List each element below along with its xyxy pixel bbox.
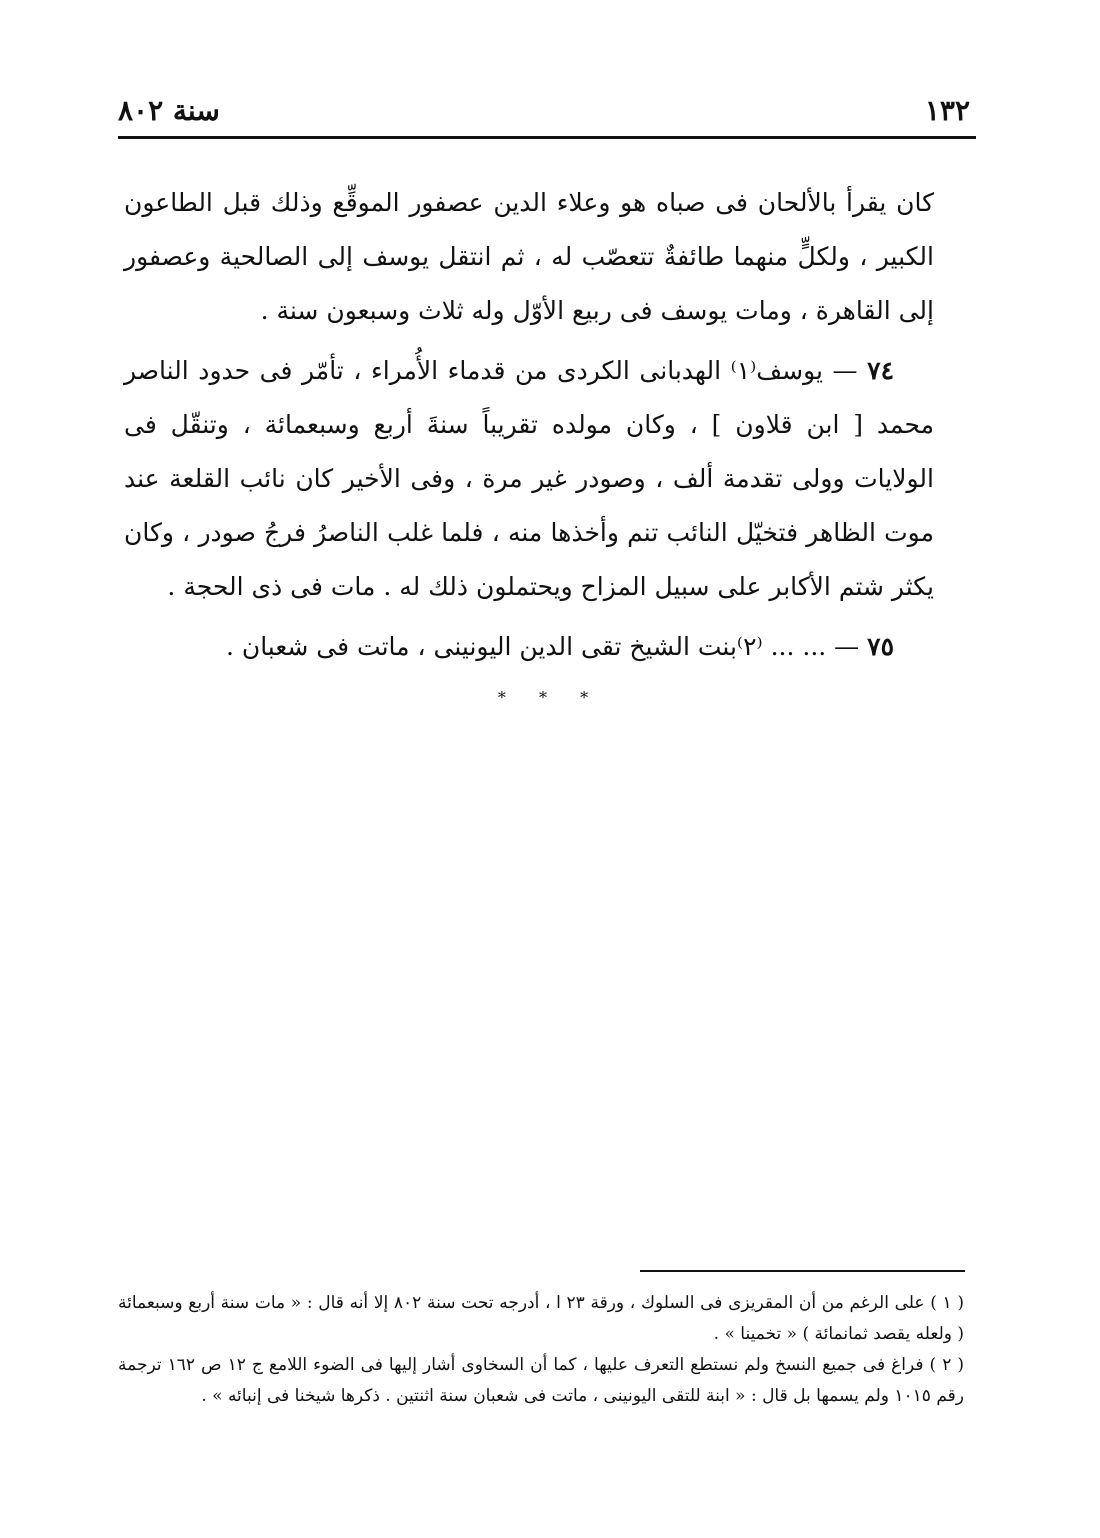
entry-75: [124, 620, 934, 674]
running-header: [118, 92, 976, 132]
footnote-2: ( ٢ ) فراغ فى جميع النسخ ولم نستطع التعرف عليها ، كما أن السخاوى أشار إليها فى الضوء اللامع ج ١٢ ص ١٦٢ ترجمة رقم ١٠١٥ ولم يسمها بل قال : « ابنة للتقى اليونينى ، ماتت فى شعبان سنة اثنتين . ذكرها شيخنا فى إنبائه » .: [118, 1355, 964, 1406]
entry-text: — يوسف⁽١⁾ الهدبانى الكردى من قدماء الأُمراء ، تأمّر فى حدود الناصر محمد [ ابن قلاون ] ، وكان مولده تقريباً سنةَ أربع وسبعمائة ، وتنقّل فى الولايات وولى تقدمة ألف ، وصودر غير مرة ، وفى الأخير كان نائب القلعة عند موت الظاهر فتخيّل النائب تنم وأخذها منه ، فلما غلب الناصرُ فرجُ صودر ، وكان يكثر شتم الأكابر على سبيل المزاح ويحتملون ذلك له . مات فى ذى الحجة .: [124, 356, 934, 601]
entry-number: ٧٤: [867, 356, 894, 385]
footnotes: [118, 1288, 964, 1412]
header-rule: [118, 136, 976, 139]
main-text: [124, 176, 934, 674]
footnote-1: ( ١ ) على الرغم من أن المقريزى فى السلوك ، ورقة ٢٣ ا ، أدرجه تحت سنة ٨٠٢ إلا أنه قال : « مات سنة أربع وسبعمائة ( ولعله يقصد ثمانمائة ) « تخمينا » .: [118, 1293, 964, 1344]
year-title: سنة ٨٠٢: [118, 94, 220, 127]
entry-text: — ... ... ⁽٢⁾بنت الشيخ تقى الدين اليونينى ، ماتت فى شعبان .: [225, 632, 860, 661]
section-ornament: * * *: [497, 688, 603, 707]
page-number: ١٣٢: [924, 94, 970, 127]
paragraph-continuation: كان يقرأ بالألحان فى صباه هو وعلاء الدين عصفور الموقِّع وذلك قبل الطاعون الكبير ، ولكلٍّ منهما طائفةٌ تتعصّب له ، ثم انتقل يوسف إلى الصالحية وعصفور إلى القاهرة ، ومات يوسف فى ربيع الأوّل وله ثلاث وسبعون سنة .: [124, 188, 934, 325]
entry-74: [124, 344, 934, 614]
entry-number: ٧٥: [867, 632, 894, 661]
footnote-rule: [640, 1270, 965, 1272]
